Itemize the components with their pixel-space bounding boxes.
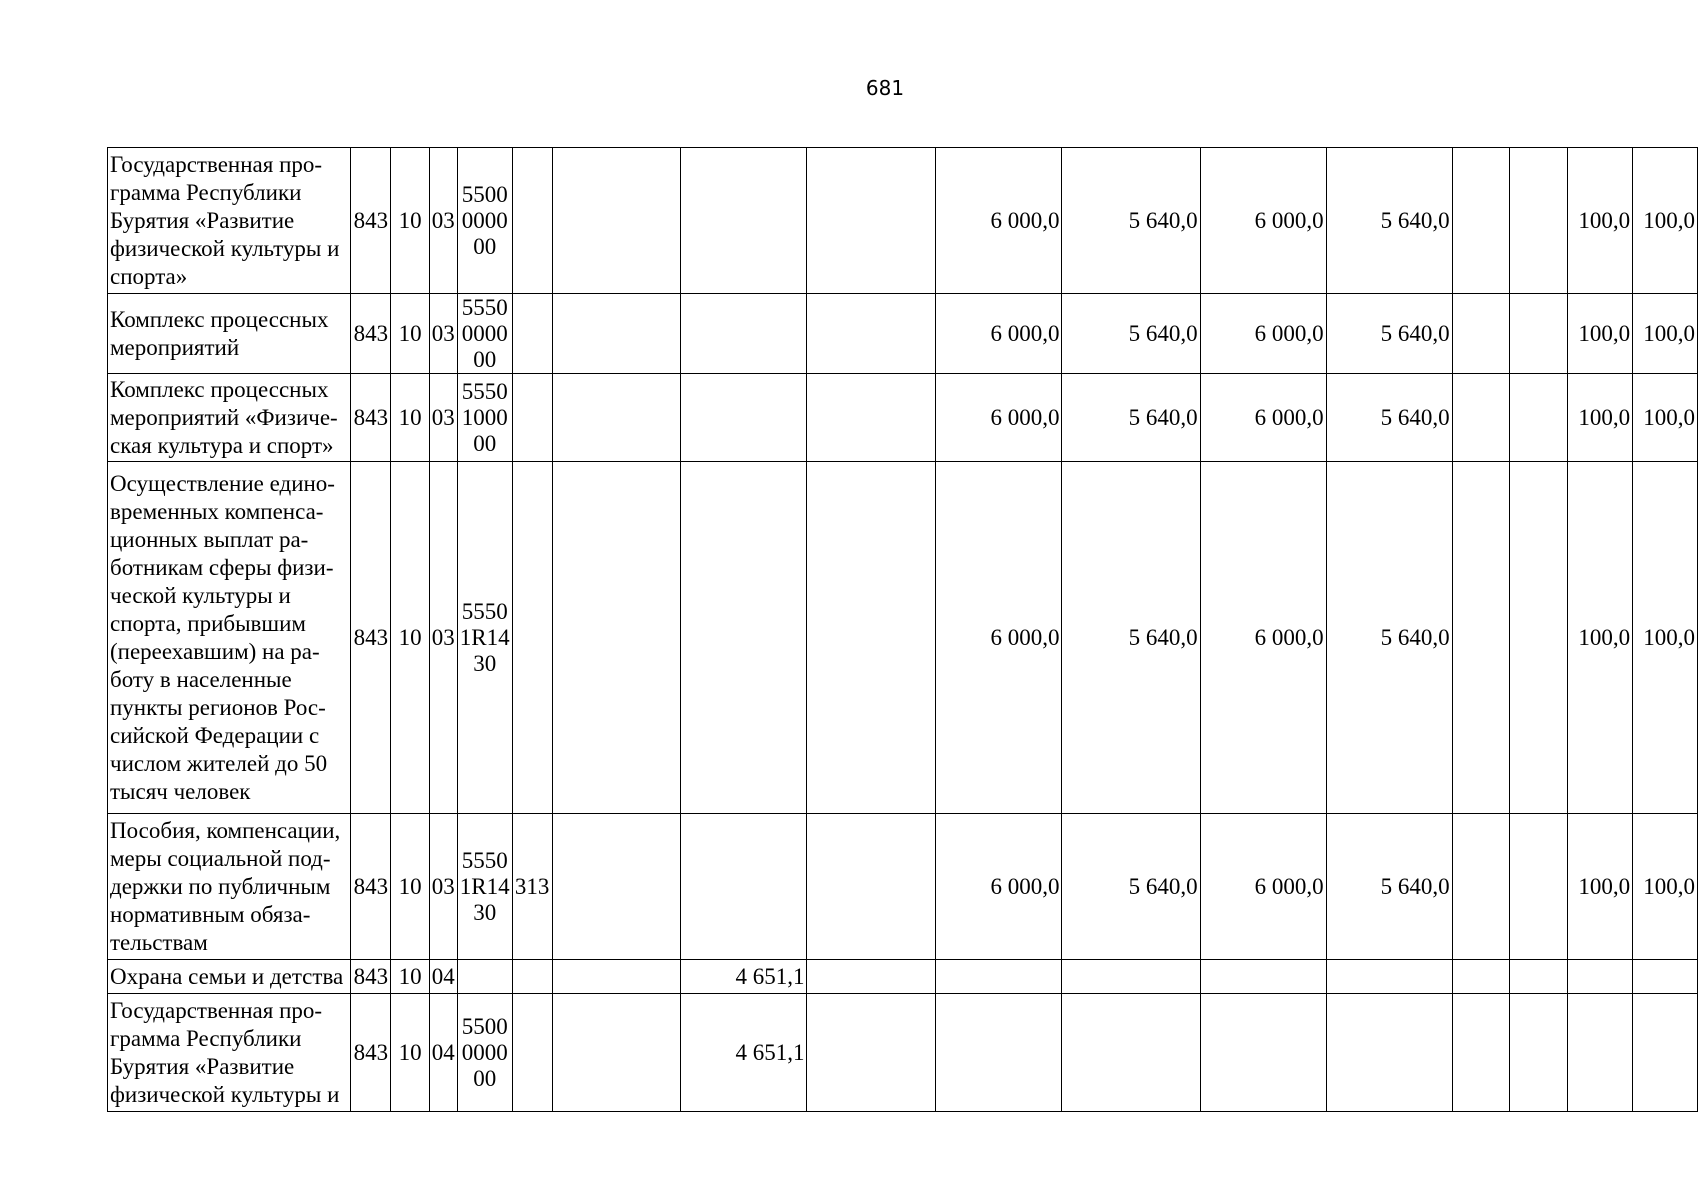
subsection-code: 04 (429, 994, 457, 1112)
amount-c11 (1200, 994, 1326, 1112)
amount-c6 (552, 148, 681, 294)
ved-code: 843 (351, 994, 391, 1112)
section-code: 10 (391, 294, 429, 374)
amount-c8 (807, 148, 936, 294)
amount-c15 (1568, 960, 1633, 994)
target-article-code: 5500 0000 00 (457, 994, 512, 1112)
row-name: Комплекс процессных мероприятий (108, 294, 351, 374)
expense-type-code (512, 960, 552, 994)
amount-c7 (681, 294, 807, 374)
amount-c11: 6 000,0 (1200, 462, 1326, 814)
amount-c13 (1452, 814, 1510, 960)
amount-c8 (807, 814, 936, 960)
ved-code: 843 (351, 374, 391, 462)
amount-c10: 5 640,0 (1062, 374, 1200, 462)
row-name: Комплекс процессных мероприятий «Физиче- ская культура и спорт» (108, 374, 351, 462)
target-article-code: 5550 1000 00 (457, 374, 512, 462)
table-row (108, 462, 1698, 814)
amount-c10: 5 640,0 (1062, 148, 1200, 294)
table-row (108, 994, 1698, 1112)
amount-c9: 6 000,0 (936, 148, 1062, 294)
amount-c7 (681, 814, 807, 960)
amount-c13 (1452, 960, 1510, 994)
amount-c10: 5 640,0 (1062, 814, 1200, 960)
amount-c12: 5 640,0 (1326, 374, 1452, 462)
amount-c13 (1452, 374, 1510, 462)
amount-c11: 6 000,0 (1200, 294, 1326, 374)
amount-c13 (1452, 994, 1510, 1112)
amount-c8 (807, 960, 936, 994)
amount-c6 (552, 960, 681, 994)
table-row (108, 294, 1698, 374)
amount-c15: 100,0 (1568, 462, 1633, 814)
amount-c15: 100,0 (1568, 294, 1633, 374)
amount-c14 (1510, 462, 1568, 814)
amount-c16: 100,0 (1633, 294, 1698, 374)
subsection-code: 03 (429, 374, 457, 462)
target-article-code: 5550 1R14 30 (457, 462, 512, 814)
table-row (108, 374, 1698, 462)
section-code: 10 (391, 814, 429, 960)
row-name: Пособия, компенсации, меры социальной под- держки по публичным нормативным обяза- тельствам (108, 814, 351, 960)
ved-code: 843 (351, 462, 391, 814)
page-number: 681 (865, 76, 905, 100)
amount-c14 (1510, 294, 1568, 374)
expense-type-code (512, 462, 552, 814)
row-name: Государственная про- грамма Республики Бурятия «Развитие физической культуры и (108, 994, 351, 1112)
amount-c16 (1633, 994, 1698, 1112)
amount-c12: 5 640,0 (1326, 462, 1452, 814)
amount-c6 (552, 814, 681, 960)
amount-c13 (1452, 294, 1510, 374)
amount-c14 (1510, 148, 1568, 294)
section-code: 10 (391, 462, 429, 814)
amount-c6 (552, 994, 681, 1112)
amount-c7 (681, 148, 807, 294)
subsection-code: 03 (429, 814, 457, 960)
expense-type-code: 313 (512, 814, 552, 960)
section-code: 10 (391, 374, 429, 462)
amount-c14 (1510, 960, 1568, 994)
amount-c14 (1510, 814, 1568, 960)
amount-c9 (936, 994, 1062, 1112)
table-row (108, 148, 1698, 294)
amount-c8 (807, 294, 936, 374)
amount-c11: 6 000,0 (1200, 148, 1326, 294)
table-row (108, 960, 1698, 994)
amount-c14 (1510, 994, 1568, 1112)
section-code: 10 (391, 148, 429, 294)
amount-c15: 100,0 (1568, 148, 1633, 294)
target-article-code: 5550 0000 00 (457, 294, 512, 374)
expense-type-code (512, 294, 552, 374)
table-row (108, 814, 1698, 960)
amount-c15: 100,0 (1568, 814, 1633, 960)
target-article-code: 5500 0000 00 (457, 148, 512, 294)
amount-c7 (681, 462, 807, 814)
amount-c12 (1326, 994, 1452, 1112)
amount-c9: 6 000,0 (936, 294, 1062, 374)
amount-c10: 5 640,0 (1062, 294, 1200, 374)
subsection-code: 04 (429, 960, 457, 994)
amount-c9 (936, 960, 1062, 994)
amount-c9: 6 000,0 (936, 814, 1062, 960)
amount-c15: 100,0 (1568, 374, 1633, 462)
row-name: Осуществление едино- временных компенса- ционных выплат ра- ботникам сферы физи- ческой культуры и спорта, прибывшим (переехавшим) на ра- боту в населенные пункты регионов Рос- сийской Федерации с числом жителей до 50 тысяч человек (108, 462, 351, 814)
amount-c16: 100,0 (1633, 374, 1698, 462)
amount-c8 (807, 374, 936, 462)
amount-c12 (1326, 960, 1452, 994)
amount-c6 (552, 462, 681, 814)
amount-c10 (1062, 994, 1200, 1112)
amount-c10 (1062, 960, 1200, 994)
amount-c12: 5 640,0 (1326, 294, 1452, 374)
ved-code: 843 (351, 960, 391, 994)
amount-c16 (1633, 960, 1698, 994)
amount-c14 (1510, 374, 1568, 462)
ved-code: 843 (351, 814, 391, 960)
amount-c12: 5 640,0 (1326, 814, 1452, 960)
subsection-code: 03 (429, 148, 457, 294)
target-article-code (457, 960, 512, 994)
row-name: Государственная про- грамма Республики Бурятия «Развитие физической культуры и спорта» (108, 148, 351, 294)
expense-type-code (512, 148, 552, 294)
amount-c16: 100,0 (1633, 462, 1698, 814)
amount-c15 (1568, 994, 1633, 1112)
amount-c9: 6 000,0 (936, 462, 1062, 814)
amount-c16: 100,0 (1633, 148, 1698, 294)
subsection-code: 03 (429, 294, 457, 374)
target-article-code: 5550 1R14 30 (457, 814, 512, 960)
amount-c11: 6 000,0 (1200, 374, 1326, 462)
expense-type-code (512, 994, 552, 1112)
ved-code: 843 (351, 148, 391, 294)
amount-c6 (552, 294, 681, 374)
section-code: 10 (391, 994, 429, 1112)
amount-c7: 4 651,1 (681, 994, 807, 1112)
amount-c8 (807, 462, 936, 814)
amount-c11 (1200, 960, 1326, 994)
amount-c7: 4 651,1 (681, 960, 807, 994)
budget-table (107, 147, 1698, 1112)
amount-c12: 5 640,0 (1326, 148, 1452, 294)
amount-c9: 6 000,0 (936, 374, 1062, 462)
subsection-code: 03 (429, 462, 457, 814)
amount-c7 (681, 374, 807, 462)
expense-type-code (512, 374, 552, 462)
row-name: Охрана семьи и детства (108, 960, 351, 994)
amount-c6 (552, 374, 681, 462)
amount-c11: 6 000,0 (1200, 814, 1326, 960)
ved-code: 843 (351, 294, 391, 374)
amount-c13 (1452, 148, 1510, 294)
amount-c16: 100,0 (1633, 814, 1698, 960)
section-code: 10 (391, 960, 429, 994)
amount-c8 (807, 994, 936, 1112)
amount-c13 (1452, 462, 1510, 814)
amount-c10: 5 640,0 (1062, 462, 1200, 814)
